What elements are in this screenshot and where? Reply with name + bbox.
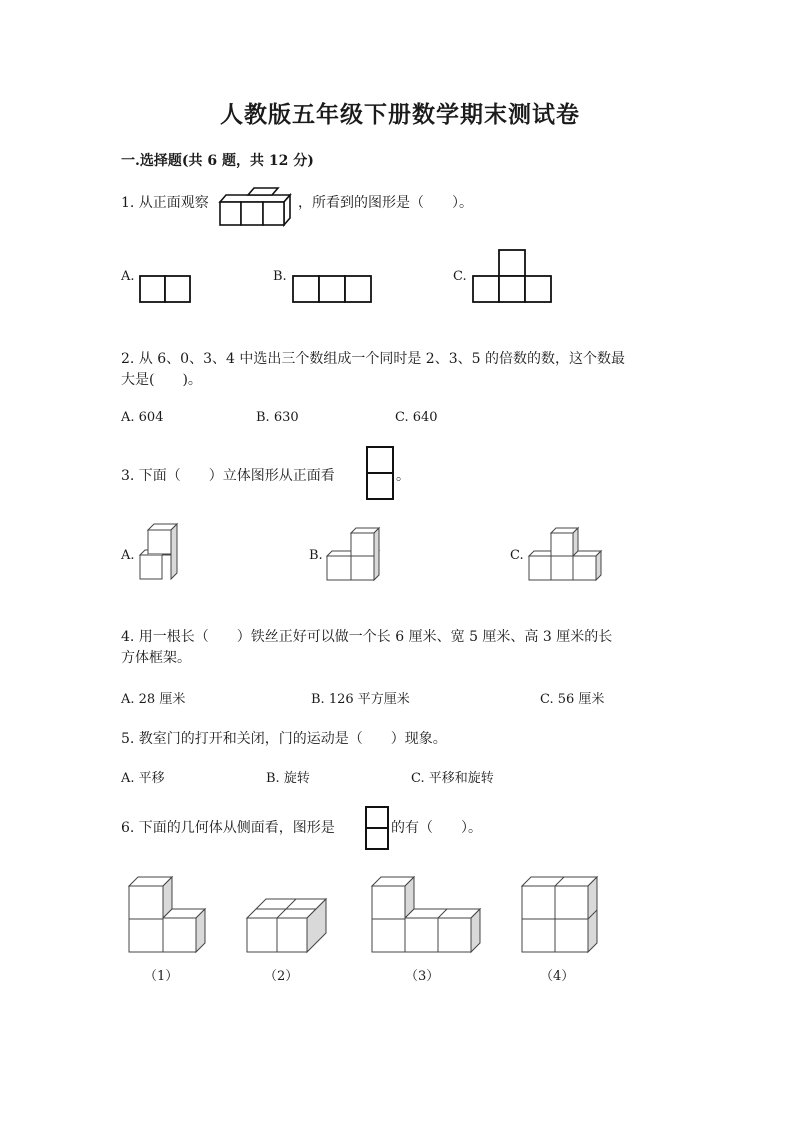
q2-option-b[interactable]: B. 630 [256,410,299,425]
q6-figure-label-4: （4） [540,969,575,984]
q3-option-c[interactable]: C. [510,548,524,563]
q3-text-pre: 3. 下面（ ）立体图形从正面看 [121,468,335,484]
q3-front-view-figure [366,446,394,500]
q4-option-a[interactable]: A. 28 厘米 [121,692,186,707]
page-title: 人教版五年级下册数学期末测试卷 [220,101,580,128]
q4-option-c[interactable]: C. 56 厘米 [540,692,605,707]
q1-option-a-figure [139,275,191,303]
q6-figure-label-3: （3） [405,969,440,984]
q6-side-view-figure [365,806,389,850]
q6-solid-figure-4 [521,876,599,956]
q5-text: 5. 教室门的打开和关闭，门的运动是（ ）现象。 [121,731,447,747]
q3-option-a[interactable]: A. [121,548,135,563]
q1-option-a[interactable]: A. [121,269,135,284]
q1-option-b[interactable]: B. [273,269,287,284]
q6-text-post: 的有（ ）。 [391,820,482,836]
q4-text-line2: 方体框架。 [121,650,191,666]
q4-text-line1: 4. 用一根长（ ）铁丝正好可以做一个长 6 厘米、宽 5 厘米、高 3 厘米的长 [121,629,613,645]
q2-option-c[interactable]: C. 640 [395,410,438,425]
q3-option-b[interactable]: B. [309,548,323,563]
q1-option-c[interactable]: C. [453,269,467,284]
q6-solid-figure-3 [371,876,483,956]
q1-text-pre: 1. 从正面观察 [121,195,209,211]
q5-option-a[interactable]: A. 平移 [121,771,165,786]
q4-option-b[interactable]: B. 126 平方厘米 [311,692,410,707]
q6-text-pre: 6. 下面的几何体从侧面看，图形是 [121,820,335,836]
q2-text-line1: 2. 从 6、0、3、4 中选出三个数组成一个同时是 2、3、5 的倍数的数，这个数最 [121,351,625,367]
q3-option-a-figure [139,522,181,582]
q6-solid-figure-2 [246,898,328,954]
q1-text-post: ，所看到的图形是（ ）。 [298,195,473,211]
q6-figure-label-1: （1） [144,969,179,984]
q2-text-line2: 大是( )。 [121,372,202,388]
q5-option-b[interactable]: B. 旋转 [266,771,310,786]
q3-option-c-figure [528,530,604,582]
q2-option-a[interactable]: A. 604 [121,410,164,425]
q1-option-c-figure [472,249,552,303]
q6-solid-figure-1 [128,876,208,956]
q1-option-b-figure [292,275,372,303]
q3-text-post: 。 [396,468,410,484]
section-heading: 一.选择题(共 6 题，共 12 分) [121,153,314,169]
q1-solid-figure [218,188,294,228]
q5-option-c[interactable]: C. 平移和旋转 [411,771,494,786]
q3-option-b-figure [326,530,382,582]
q6-figure-label-2: （2） [264,969,299,984]
